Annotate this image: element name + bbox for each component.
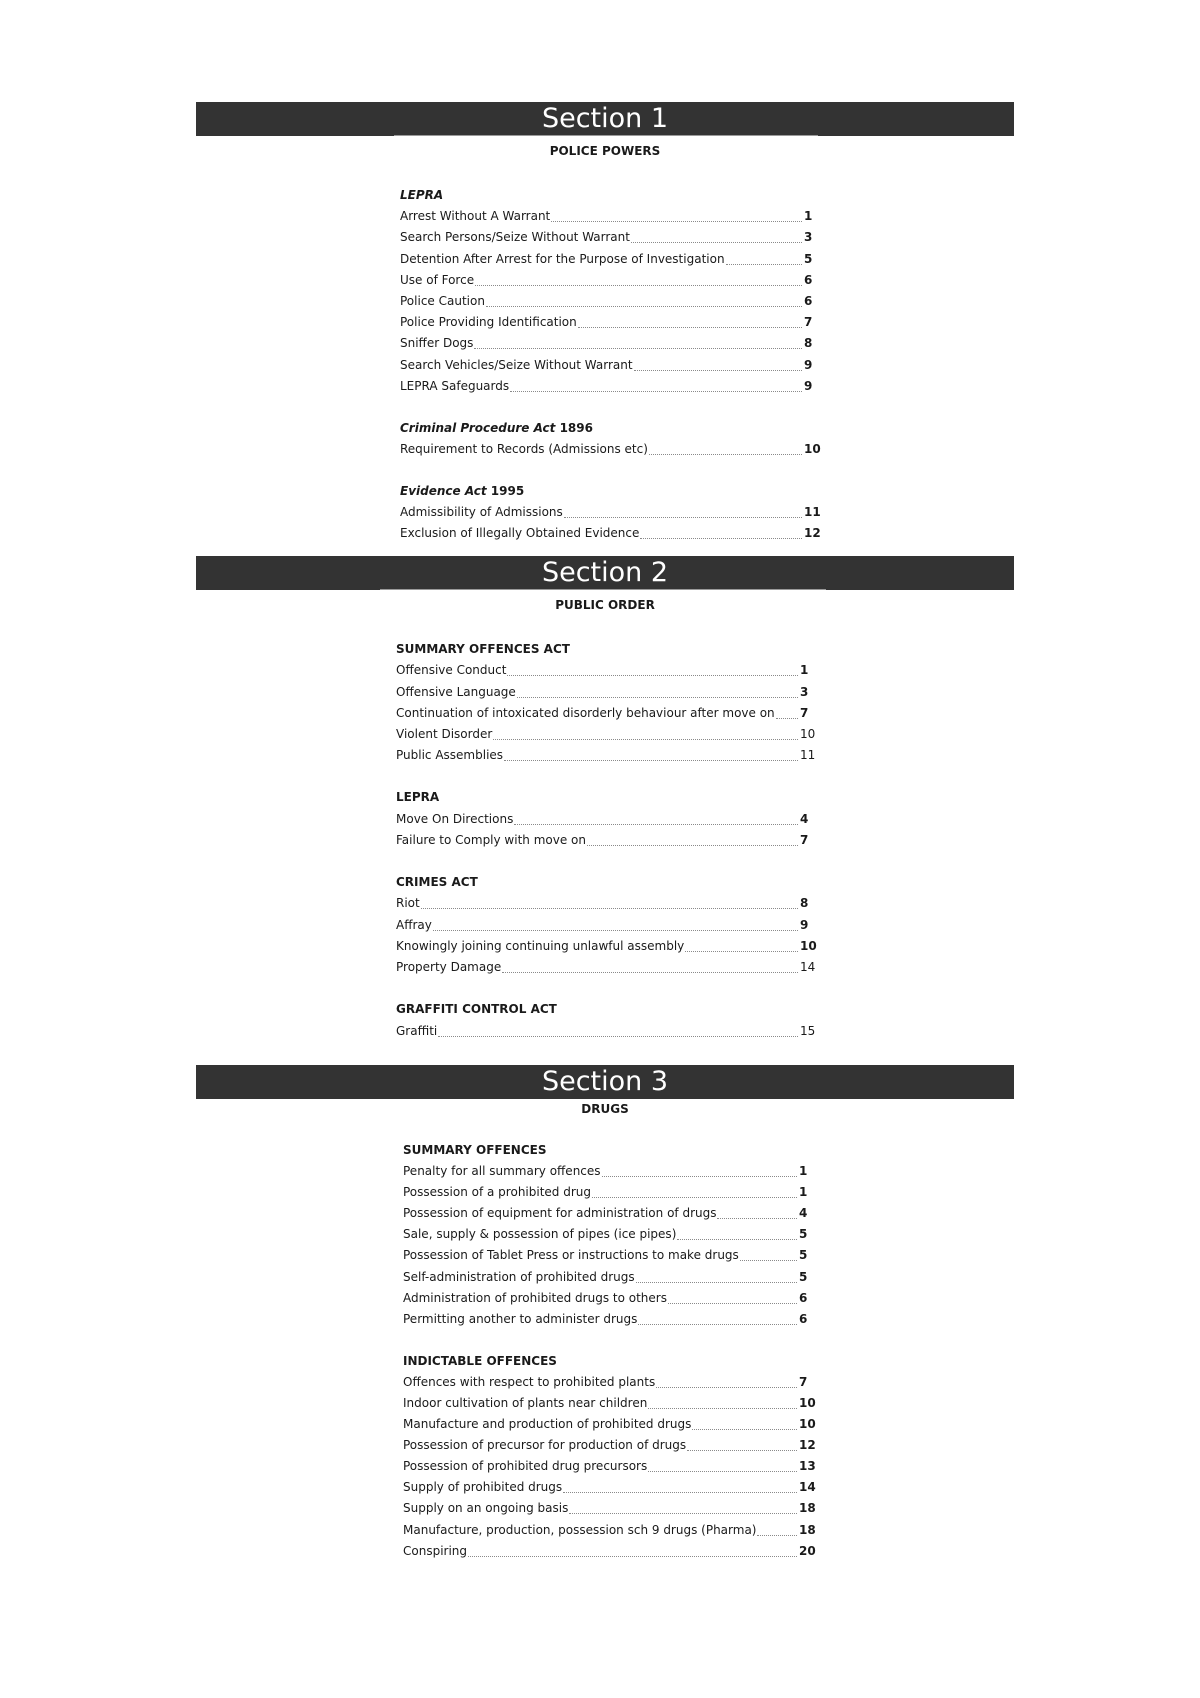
page-number: 3 <box>800 684 809 699</box>
group-heading: LEPRA <box>400 188 444 202</box>
page-number: 14 <box>799 1480 816 1495</box>
dot-leader <box>438 1035 798 1037</box>
dot-leader <box>587 844 798 846</box>
dot-leader <box>668 1302 797 1304</box>
toc-entry[interactable]: Detention After Arrest for the Purpose of Investigation 5 <box>400 248 820 269</box>
page-number: 5 <box>799 1248 808 1263</box>
toc-entry[interactable]: Penalty for all summary offences 1 <box>403 1161 815 1182</box>
page-number: 6 <box>804 272 813 287</box>
dot-leader <box>685 950 798 952</box>
section-1-subtitle: POLICE POWERS <box>549 144 661 158</box>
page-number: 15 <box>800 1023 816 1038</box>
page-number: 9 <box>800 917 809 932</box>
toc-entry[interactable]: Indoor cultivation of plants near children 10 <box>403 1393 815 1414</box>
toc-entry[interactable]: Sniffer Dogs 8 <box>400 333 820 354</box>
toc-entry[interactable]: Riot 8 <box>396 893 816 914</box>
page-number: 12 <box>799 1438 816 1453</box>
dot-leader <box>740 1259 797 1261</box>
dot-leader <box>517 696 798 698</box>
toc-entry[interactable]: Knowingly joining continuing unlawful assembly 10 <box>396 936 816 957</box>
page-number: 3 <box>804 230 813 245</box>
dot-leader <box>474 347 802 349</box>
toc-entry[interactable]: Requirement to Records (Admissions etc) 10 <box>400 439 820 460</box>
page-number: 12 <box>804 526 821 541</box>
toc-entry[interactable]: Use of Force 6 <box>400 270 820 291</box>
page-number: 9 <box>804 357 813 372</box>
section-1-contents <box>400 185 820 544</box>
dot-leader <box>569 1512 797 1514</box>
toc-entry[interactable]: Administration of prohibited drugs to others 6 <box>403 1288 815 1309</box>
dot-leader <box>507 674 798 676</box>
page-number: 14 <box>800 960 816 975</box>
dot-leader <box>640 537 802 539</box>
dot-leader <box>634 369 802 371</box>
dot-leader <box>564 516 802 518</box>
toc-entry[interactable]: Possession of Tablet Press or instructions to make drugs 5 <box>403 1245 815 1266</box>
section-2-rule <box>380 589 826 590</box>
toc-entry[interactable]: Manufacture and production of prohibited drugs 10 <box>403 1414 815 1435</box>
page-number: 18 <box>799 1501 816 1516</box>
toc-entry[interactable]: Search Persons/Seize Without Warrant 3 <box>400 227 820 248</box>
page-number: 4 <box>799 1206 808 1221</box>
dot-leader <box>726 263 802 265</box>
dot-leader <box>592 1196 797 1198</box>
page-number: 8 <box>804 336 813 351</box>
page-number: 11 <box>800 748 816 763</box>
page-number: 10 <box>804 441 821 456</box>
toc-entry[interactable]: Affray 9 <box>396 914 816 935</box>
section-1-header-bar <box>196 102 1014 136</box>
section-2-subtitle: PUBLIC ORDER <box>555 598 655 612</box>
page-number: 6 <box>799 1311 808 1326</box>
page-number: 1 <box>799 1164 808 1179</box>
page-number: 1 <box>800 663 809 678</box>
dot-leader <box>486 305 802 307</box>
group-heading: INDICTABLE OFFENCES <box>403 1353 557 1368</box>
section-2-contents <box>396 639 816 1042</box>
group-heading: SUMMARY OFFENCES ACT <box>396 642 570 656</box>
group-heading: Criminal Procedure Act 1896 <box>400 420 593 435</box>
page-number: 7 <box>800 833 809 848</box>
toc-entry[interactable]: Exclusion of Illegally Obtained Evidence 12 <box>400 523 820 544</box>
group-heading: GRAFFITI CONTROL ACT <box>396 1002 557 1017</box>
section-3-subtitle: DRUGS <box>581 1102 629 1116</box>
dot-leader <box>563 1491 797 1493</box>
toc-entry[interactable]: Police Providing Identification 7 <box>400 312 820 333</box>
group-heading: CRIMES ACT <box>396 875 478 890</box>
toc-entry[interactable]: Continuation of intoxicated disorderly behaviour after move on 7 <box>396 703 816 724</box>
toc-entry[interactable]: Possession of a prohibited drug 1 <box>403 1182 815 1203</box>
section-3-title: Section 3 <box>541 1066 669 1097</box>
toc-entry[interactable]: Offensive Conduct 1 <box>396 660 816 681</box>
page-number: 11 <box>804 505 821 520</box>
page-number: 8 <box>800 896 809 911</box>
toc-entry[interactable]: Self-administration of prohibited drugs 5 <box>403 1266 815 1287</box>
toc-entry[interactable]: Manufacture, production, possession sch 9 drugs (Pharma) 18 <box>403 1519 815 1540</box>
page-number: 1 <box>804 209 813 224</box>
page-number: 5 <box>799 1227 808 1242</box>
dot-leader <box>510 390 802 392</box>
dot-leader <box>502 971 798 973</box>
page-number: 7 <box>800 705 809 720</box>
toc-entry[interactable]: Possession of precursor for production of drugs 12 <box>403 1435 815 1456</box>
dot-leader <box>631 241 802 243</box>
dot-leader <box>717 1217 797 1219</box>
toc-entry[interactable]: Supply on an ongoing basis 18 <box>403 1498 815 1519</box>
toc-entry[interactable]: Offences with respect to prohibited plants 7 <box>403 1372 815 1393</box>
toc-entry[interactable]: Conspiring 20 <box>403 1541 815 1562</box>
toc-entry[interactable]: Possession of equipment for administration of drugs 4 <box>403 1203 815 1224</box>
toc-entry[interactable]: Search Vehicles/Seize Without Warrant 9 <box>400 354 820 375</box>
dot-leader <box>656 1386 797 1388</box>
dot-leader <box>757 1534 797 1536</box>
toc-entry[interactable]: Admissibility of Admissions 11 <box>400 502 820 523</box>
dot-leader <box>648 1470 797 1472</box>
toc-entry[interactable]: Public Assemblies 11 <box>396 745 816 766</box>
toc-entry[interactable]: Offensive Language 3 <box>396 681 816 702</box>
dot-leader <box>493 738 798 740</box>
dot-leader <box>468 1555 797 1557</box>
group-heading: SUMMARY OFFENCES <box>403 1143 547 1157</box>
toc-entry[interactable]: Property Damage 14 <box>396 957 816 978</box>
page-number: 10 <box>800 727 816 742</box>
page-number: 10 <box>799 1417 816 1432</box>
toc-entry[interactable]: Move On Directions 4 <box>396 808 816 829</box>
toc-entry[interactable]: Police Caution 6 <box>400 291 820 312</box>
dot-leader <box>602 1175 797 1177</box>
dot-leader <box>421 907 798 909</box>
section-1-title: Section 1 <box>541 103 669 134</box>
toc-entry[interactable]: Possession of prohibited drug precursors 13 <box>403 1456 815 1477</box>
page-number: 7 <box>804 315 813 330</box>
dot-leader <box>578 326 802 328</box>
section-2-title: Section 2 <box>541 557 669 588</box>
dot-leader <box>687 1449 797 1451</box>
page-number: 5 <box>799 1269 808 1284</box>
group-heading: LEPRA <box>396 790 440 805</box>
toc-entry[interactable]: LEPRA Safeguards 9 <box>400 376 820 397</box>
dot-leader <box>514 823 798 825</box>
section-3-contents <box>403 1140 815 1562</box>
page-number: 18 <box>799 1522 816 1537</box>
page-number: 10 <box>799 1395 816 1410</box>
toc-entry[interactable]: Violent Disorder 10 <box>396 724 816 745</box>
toc-entry[interactable]: Supply of prohibited drugs 14 <box>403 1477 815 1498</box>
page-number: 7 <box>799 1374 808 1389</box>
group-heading: Evidence Act 1995 <box>400 483 525 498</box>
dot-leader <box>475 284 802 286</box>
dot-leader <box>648 1407 797 1409</box>
dot-leader <box>677 1238 797 1240</box>
dot-leader <box>649 453 802 455</box>
page-number: 6 <box>799 1290 808 1305</box>
page-number: 1 <box>799 1185 808 1200</box>
page-number: 10 <box>800 938 817 953</box>
toc-entry[interactable]: Sale, supply & possession of pipes (ice pipes) 5 <box>403 1224 815 1245</box>
toc-entry[interactable]: Failure to Comply with move on 7 <box>396 830 816 851</box>
dot-leader <box>551 220 802 222</box>
toc-entry[interactable]: Arrest Without A Warrant 1 <box>400 206 820 227</box>
page-number: 4 <box>800 811 809 826</box>
dot-leader <box>433 929 798 931</box>
dot-leader <box>636 1281 797 1283</box>
dot-leader <box>692 1428 797 1430</box>
page-number: 9 <box>804 378 813 393</box>
page-number: 13 <box>799 1459 816 1474</box>
page-number: 6 <box>804 293 813 308</box>
section-2-header-bar <box>196 556 1014 590</box>
dot-leader <box>776 717 798 719</box>
toc-entry[interactable]: Permitting another to administer drugs 6 <box>403 1309 815 1330</box>
page-number: 20 <box>799 1543 816 1558</box>
section-1-rule <box>394 135 818 136</box>
dot-leader <box>504 759 798 761</box>
toc-entry[interactable]: Graffiti 15 <box>396 1020 816 1041</box>
section-3-header-bar <box>196 1065 1014 1099</box>
page-number: 5 <box>804 251 813 266</box>
dot-leader <box>638 1323 797 1325</box>
